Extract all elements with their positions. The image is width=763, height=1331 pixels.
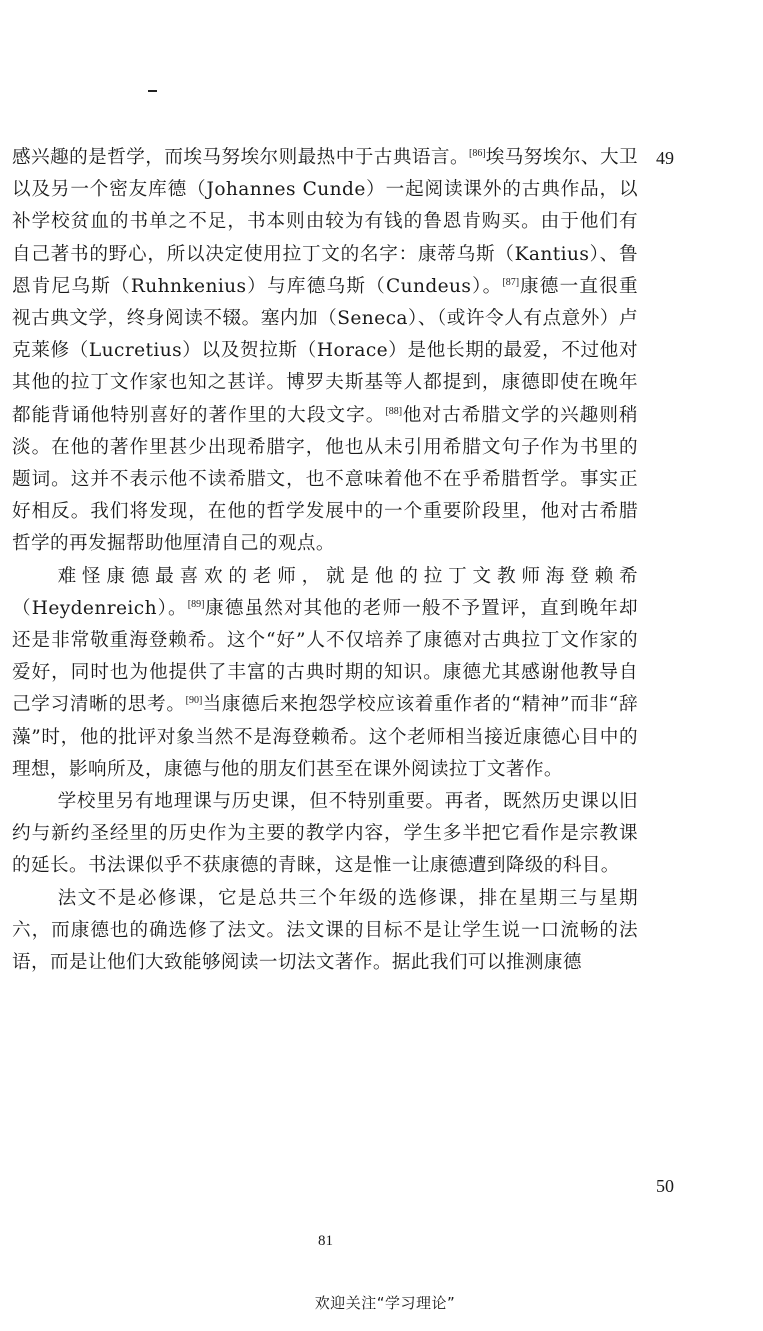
footnote-marker: [90] — [185, 695, 203, 707]
footnote-marker: [88] — [385, 405, 403, 417]
text-segment: 学校里另有地理课与历史课，但不特别重要。再者，既然历史课以旧约与新约圣经里的历史作为主要的教学内容，学生多半把它看作是宗教课的延长。书法课似乎不获康德的青睐，这是惟一让康德遭到降级的科目。 — [12, 791, 638, 877]
footnote-marker: [89] — [187, 598, 205, 610]
margin-number-bottom: 50 — [656, 1176, 674, 1196]
footer-note: 欢迎关注“学习理论” — [314, 1294, 456, 1312]
paragraph — [12, 561, 638, 786]
text-segment: 康德虽然对其他的老师一般不予置评，直到晚年却还是非常敬重海登赖希。这个“好”人不仅培养了康德对古典拉丁文作家的爱好，同时也为他提供了丰富的古典时期的知识。康德尤其感谢他教导自己学习清晰的思考。 — [12, 597, 638, 716]
paragraph — [12, 142, 638, 561]
margin-number-top: 49 — [656, 148, 674, 168]
text-segment: 感兴趣的是哲学，而埃马努埃尔则最热中于古典语言。 — [12, 147, 469, 168]
footnote-marker: [87] — [502, 276, 520, 288]
header-mark — [148, 90, 157, 92]
footnote-marker: [86] — [469, 147, 486, 159]
text-segment: 埃马努埃尔、大卫以及另一个密友库德（Johannes Cunde）一起阅读课外的古典作品，以补学校贫血的书单之不足，书本则由较为有钱的鲁恩肯购买。由于他们有自己著书的野心，所以决定使用拉丁文的名字：康蒂乌斯（Kantius）、鲁恩肯尼乌斯（Ruhnkenius）与库德乌斯（Cundeus）。 — [12, 147, 639, 297]
text-segment: 当康德后来抱怨学校应该着重作者的“精神”而非“辞藻”时，他的批评对象当然不是海登赖希。这个老师相当接近康德心目中的理想，影响所及，康德与他的朋友们甚至在课外阅读拉丁文著作。 — [12, 694, 638, 780]
text-segment: 他对古希腊文学的兴趣则稍淡。在他的著作里甚少出现希腊字，他也从未引用希腊文句子作为书里的题词。这并不表示他不读希腊文，也不意味着他不在乎希腊哲学。事实正好相反。我们将发现，在他的哲学发展中的一个重要阶段里，他对古希腊哲学的再发掘帮助他厘清自己的观点。 — [12, 404, 638, 555]
paragraph — [12, 883, 638, 980]
page-number: 81 — [318, 1233, 333, 1249]
text-segment: 康德一直很重视古典文学，终身阅读不辍。塞内加（Seneca）、（或许令人有点意外）卢克莱修（Lucretius）以及贺拉斯（Horace）是他长期的最爱，不过他对其他的拉丁文作家也知之甚详。博罗夫斯基等人都提到，康德即使在晚年都能背诵他特别喜好的著作里的大段文字。 — [12, 275, 638, 426]
text-segment: 法文不是必修课，它是总共三个年级的选修课，排在星期三与星期六，而康德也的确选修了法文。法文课的目标不是让学生说一口流畅的法语，而是让他们大致能够阅读一切法文著作。据此我们可以推测康德 — [12, 887, 638, 974]
body-text — [12, 142, 638, 979]
paragraph — [12, 786, 638, 883]
text-segment: 难怪康德最喜欢的老师，就是他的拉丁文教师海登赖希（Heydenreich）。 — [12, 565, 638, 619]
